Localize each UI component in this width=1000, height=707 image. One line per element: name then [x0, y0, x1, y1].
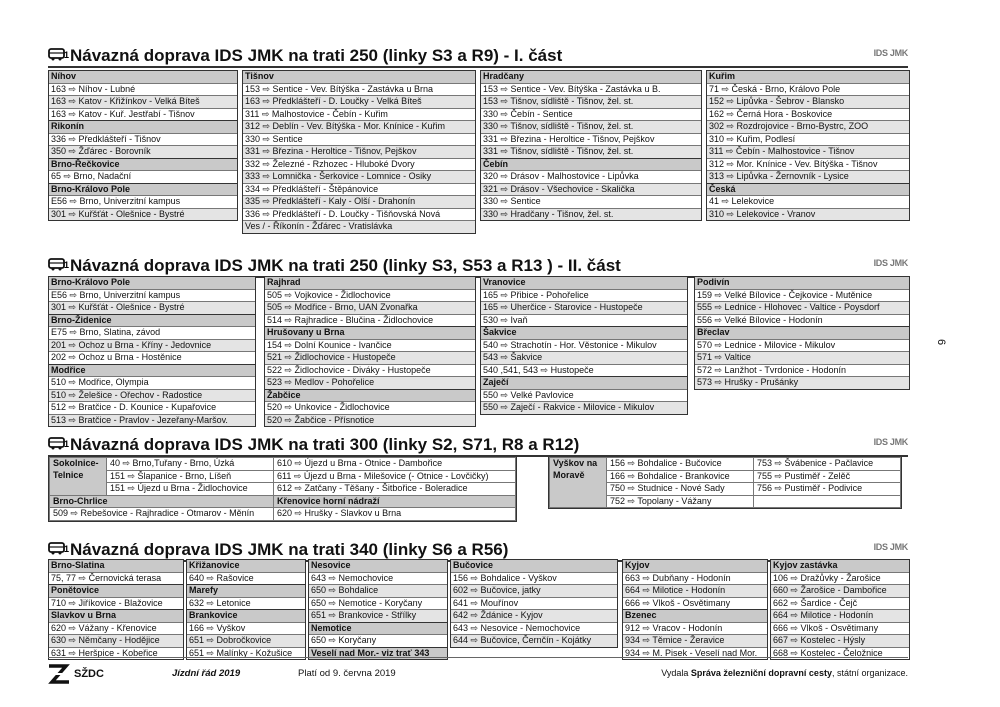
station-name: Křenovice horní nádraží [274, 495, 516, 508]
page-number: 6 [934, 338, 947, 346]
list-item: 163 ⇨ Předklášteří - D. Loučky - Velká Bíteš [243, 95, 475, 108]
list-item: 668 ⇨ Kostelec - Čeložnice [771, 647, 909, 660]
list-item: 651 ⇨ Brankovice - Střílky [309, 609, 447, 622]
station-name: Rikonín [49, 120, 237, 133]
list-item: 631 ⇨ Heršpice - Kobeřice [49, 647, 183, 660]
list-item: 620 ⇨ Vážany - Křenovice [49, 622, 183, 635]
list-item: 335 ⇨ Předklášteří - Kaly - Olší - Drahonín [243, 195, 475, 208]
list-item: 301 ⇨ Kuřšťát - Olešnice - Bystré [49, 208, 237, 221]
list-item: 664 ⇨ Milotice - Hodonín [623, 584, 767, 597]
station-name: Brno-Slatina [49, 560, 183, 572]
footer-divider [48, 657, 908, 658]
list-item: 555 ⇨ Lednice - Hlohovec - Valtice - Poysdorf [695, 301, 909, 314]
station-name: Kyjov [623, 560, 767, 572]
section-title: 1 Návazná doprava IDS JMK na trati 250 (linky S3 a R9) - I. část [48, 46, 562, 66]
list-item: 550 ⇨ Velké Pavlovice [481, 389, 687, 402]
list-item: 330 ⇨ Sentice [481, 195, 701, 208]
list-item: 643 ⇨ Nemochovice [309, 572, 447, 585]
column [622, 559, 768, 660]
timetable-label: Jízdní řád 2019 [172, 668, 241, 679]
station-name: Slavkov u Brna [49, 609, 183, 622]
list-item: 640 ⇨ Rašovice [187, 572, 305, 585]
column [308, 559, 448, 660]
bus-icon [48, 46, 68, 66]
list-item: 641 ⇨ Mouřínov [451, 597, 617, 610]
list-item: 336 ⇨ Předklášteří - D. Loučky - Tišňovská Nová [243, 208, 475, 221]
list-item: 320 ⇨ Drásov - Malhostovice - Lipůvka [481, 170, 701, 183]
station-name: Brno-Královo Pole [49, 183, 237, 196]
list-item: 312 ⇨ Mor. Knínice - Vev. Bítýška - Tišnov [707, 158, 909, 171]
station-name: Kyjov zastávka [771, 560, 909, 572]
list-item: 330 ⇨ Sentice [243, 133, 475, 146]
list-item: E56 ⇨ Brno, Univerzitní kampus [49, 289, 255, 302]
list-item: 65 ⇨ Brno, Nadační [49, 170, 237, 183]
list-item: 571 ⇨ Valtice [695, 351, 909, 364]
section-title: 1 Návazná doprava IDS JMK na trati 300 (linky S2, S71, R8 a R12) [48, 435, 579, 455]
list-item: 520 ⇨ Unkovice - Židlochovice [265, 401, 475, 414]
station-name: Marefy [187, 584, 305, 597]
list-item: 71 ⇨ Česká - Brno, Královo Pole [707, 83, 909, 96]
szdc-logo [48, 664, 104, 684]
list-item: 75, 77 ⇨ Černovická terasa [49, 572, 183, 585]
ids-jmk-logo: IDS JMK [873, 48, 908, 58]
list-item: 201 ⇨ Ochoz u Brna - Kříny - Jedovnice [49, 339, 255, 352]
station-name: Ponětovice [49, 584, 183, 597]
column [48, 559, 184, 660]
list-item: 667 ⇨ Kostelec - Hýsly [771, 634, 909, 647]
list-item: 620 ⇨ Hrušky - Slavkov u Brna [274, 508, 516, 521]
list-item: 334 ⇨ Předklášteří - Štěpánovice [243, 183, 475, 196]
list-item: 310 ⇨ Lelekovice - Vranov [707, 208, 909, 221]
list-item: 333 ⇨ Lomnička - Šerkovice - Lomnice - Osiky [243, 170, 475, 183]
station-name: Sokolnice-Telnice [50, 458, 107, 496]
list-item: 666 ⇨ Vlkoš - Osvětimany [623, 597, 767, 610]
list-item: 166 ⇨ Bohdalice - Brankovice [607, 470, 754, 483]
list-item: 301 ⇨ Kuřšťát - Olešnice - Bystré [49, 301, 255, 314]
list-item: 313 ⇨ Lipůvka - Žernovník - Lysice [707, 170, 909, 183]
list-item: 330 ⇨ Tišnov, sídliště - Tišnov, žel. st. [481, 120, 701, 133]
list-item: 331 ⇨ Tišnov, sídliště - Tišnov, žel. st. [481, 145, 701, 158]
list-item: 520 ⇨ Žabčice - Přísnotice [265, 414, 475, 427]
section-trat-300 [48, 435, 908, 520]
list-item: 632 ⇨ Letonice [187, 597, 305, 610]
list-item: 106 ⇨ Dražůvky - Žarošice [771, 572, 909, 585]
list-item: 510 ⇨ Modřice, Olympia [49, 376, 255, 389]
list-item: 750 ⇨ Studnice - Nové Sady [607, 483, 754, 496]
list-item: 662 ⇨ Šardice - Čejč [771, 597, 909, 610]
szdc-logo-icon [48, 664, 70, 684]
list-item: 159 ⇨ Velké Bílovice - Čejkovice - Mutěnice [695, 289, 909, 302]
list-item: 331 ⇨ Březina - Heroltice - Tišnov, Pejškov [481, 133, 701, 146]
list-item: 336 ⇨ Předklášteří - Tišnov [49, 133, 237, 146]
station-name: Vyškov na Moravě [550, 458, 607, 508]
section-trat-250-ii [48, 256, 908, 425]
list-item: 666 ⇨ Vlkoš - Osvětimany [771, 622, 909, 635]
list-item: 512 ⇨ Bratčice - D. Kounice - Kupařovice [49, 401, 255, 414]
list-item: 643 ⇨ Nesovice - Nemochovice [451, 622, 617, 635]
station-name: Břeclav [695, 326, 909, 339]
list-item: 154 ⇨ Dolní Kounice - Ivančice [265, 339, 475, 352]
list-item: 934 ⇨ Těmice - Žeravice [623, 634, 767, 647]
list-item: 153 ⇨ Sentice - Vev. Bítýška - Zastávka u B. [481, 83, 701, 96]
list-item: 610 ⇨ Újezd u Brna - Otnice - Dambořice [274, 458, 516, 471]
list-item: 642 ⇨ Ždánice - Kyjov [451, 609, 617, 622]
station-name: Hradčany [481, 71, 701, 83]
column [480, 70, 702, 221]
brand-name: SŽDC [74, 668, 104, 680]
list-item: 550 ⇨ Zaječí - Rakvice - Milovice - Mikulov [481, 401, 687, 414]
list-item: 156 ⇨ Bohdalice - Vyškov [451, 572, 617, 585]
list-item: 650 ⇨ Koryčany [309, 634, 447, 647]
list-item: 151 ⇨ Šlapanice - Brno, Líšeň [107, 470, 274, 483]
list-item: 505 ⇨ Modřice - Brno, UAN Zvonařka [265, 301, 475, 314]
empty-cell [754, 495, 901, 508]
list-item: 570 ⇨ Lednice - Milovice - Mikulov [695, 339, 909, 352]
station-name: Zaječí [481, 376, 687, 389]
list-item: 755 ⇨ Pustiměř - Zelěč [754, 470, 901, 483]
list-item: 163 ⇨ Katov - Kuř. Jestřabí - Tišnov [49, 108, 237, 121]
list-item: 331 ⇨ Březina - Heroltice - Tišnov, Pejškov [243, 145, 475, 158]
ids-jmk-logo: IDS JMK [873, 542, 908, 552]
svg-text:1: 1 [64, 50, 70, 60]
footer [48, 664, 908, 686]
list-item: 663 ⇨ Dubňany - Hodonín [623, 572, 767, 585]
station-name: Brankovice [187, 609, 305, 622]
section-title: 1 Návazná doprava IDS JMK na trati 250 (linky S3, S53 a R13 ) - II. část [48, 256, 621, 276]
column [48, 276, 256, 427]
station-name: Křižanovice [187, 560, 305, 572]
list-item: 753 ⇨ Švábenice - Pačlavice [754, 458, 901, 471]
list-item: 756 ⇨ Pustiměř - Podivice [754, 483, 901, 496]
list-item: 332 ⇨ Železné - Rzhozec - Hluboké Dvory [243, 158, 475, 171]
issuer: Vydala Správa železniční dopravní cesty, státní organizace. [661, 668, 908, 678]
list-item: 912 ⇨ Vracov - Hodonín [623, 622, 767, 635]
list-item: 165 ⇨ Přibice - Pohořelice [481, 289, 687, 302]
station-name: Čebín [481, 158, 701, 171]
list-item: 509 ⇨ Rebešovice - Rajhradice - Otmarov - Měnín [50, 508, 274, 521]
list-item: 540 ,541, 543 ⇨ Hustopeče [481, 364, 687, 377]
station-name: Brno-Chrlice [50, 495, 274, 508]
column [450, 559, 618, 648]
column [264, 276, 476, 427]
svg-text:1: 1 [64, 260, 70, 270]
list-item: 166 ⇨ Vyškov [187, 622, 305, 635]
list-item: 530 ⇨ Ivaň [481, 314, 687, 327]
bus-icon [48, 256, 68, 276]
list-item: 156 ⇨ Bohdalice - Bučovice [607, 458, 754, 471]
list-item: 650 ⇨ Nemotice - Koryčany [309, 597, 447, 610]
section-trat-250-i [48, 46, 908, 236]
list-item: 505 ⇨ Vojkovice - Židlochovice [265, 289, 475, 302]
list-item: 311 ⇨ Malhostovice - Čebín - Kuřim [243, 108, 475, 121]
ids-jmk-logo: IDS JMK [873, 437, 908, 447]
column [706, 70, 910, 221]
station-name: Brno-Židenice [49, 314, 255, 327]
list-item: 514 ⇨ Rajhradice - Blučina - Židlochovice [265, 314, 475, 327]
svg-text:1: 1 [64, 544, 70, 554]
list-item: 330 ⇨ Čebín - Sentice [481, 108, 701, 121]
list-item: 152 ⇨ Lipůvka - Šebrov - Blansko [707, 95, 909, 108]
list-item: 664 ⇨ Milotice - Hodonín [771, 609, 909, 622]
list-item: 540 ⇨ Strachotín - Hor. Věstonice - Mikulov [481, 339, 687, 352]
list-item: 572 ⇨ Lanžhot - Tvrdonice - Hodonín [695, 364, 909, 377]
column [480, 276, 688, 415]
station-name: Tišnov [243, 71, 475, 83]
list-item: 513 ⇨ Bratčice - Pravlov - Jezeřany-Maršov. [49, 414, 255, 427]
list-item: 40 ⇨ Brno,Tuřany - Brno, Úzká [107, 458, 274, 471]
list-item: 650 ⇨ Bohdalice [309, 584, 447, 597]
station-name: Nemotice [309, 622, 447, 635]
list-item: 162 ⇨ Černá Hora - Boskovice [707, 108, 909, 121]
list-item: 302 ⇨ Rozdrojovice - Brno-Bystrc, ZOO [707, 120, 909, 133]
list-item: 312 ⇨ Deblín - Vev. Bítýška - Mor. Knínice - Kuřim [243, 120, 475, 133]
station-name: Bzenec [623, 609, 767, 622]
list-item: E75 ⇨ Brno, Slatina, závod [49, 326, 255, 339]
list-item: 611 ⇨ Újezd u Brna - Milešovice (- Otnice - Lovčičky) [274, 470, 516, 483]
list-item: 752 ⇨ Topolany - Vážany [607, 495, 754, 508]
table-sokolnice [48, 456, 517, 522]
list-item: 556 ⇨ Velké Bílovice - Hodonín [695, 314, 909, 327]
list-item: 153 ⇨ Tišnov, sídliště - Tišnov, žel. st. [481, 95, 701, 108]
station-name: Bučovice [451, 560, 617, 572]
list-item: 311 ⇨ Čebín - Malhostovice - Tišnov [707, 145, 909, 158]
list-item: 163 ⇨ Katov - Křižínkov - Velká Bíteš [49, 95, 237, 108]
section-trat-340 [48, 540, 908, 658]
station-name: Vranovice [481, 277, 687, 289]
list-item: 202 ⇨ Ochoz u Brna - Hostěnice [49, 351, 255, 364]
column [242, 70, 476, 234]
station-name: Šakvice [481, 326, 687, 339]
list-item: 350 ⇨ Žďárec - Borovník [49, 145, 237, 158]
bus-icon [48, 435, 68, 455]
list-item: 151 ⇨ Újezd u Brna - Židlochovice [107, 483, 274, 496]
svg-text:1: 1 [64, 439, 70, 449]
section-title: 1 Návazná doprava IDS JMK na trati 340 (linky S6 a R56) [48, 540, 508, 560]
station-name: Česká [707, 183, 909, 196]
list-item: 523 ⇨ Medlov - Pohořelice [265, 376, 475, 389]
list-item: 310 ⇨ Kuřim, Podlesí [707, 133, 909, 146]
list-item: 521 ⇨ Židlochovice - Hustopeče [265, 351, 475, 364]
list-item: 651 ⇨ Dobročkovice [187, 634, 305, 647]
list-item: 630 ⇨ Němčany - Hodějice [49, 634, 183, 647]
column [770, 559, 910, 660]
list-item: 165 ⇨ Uherčice - Starovice - Hustopeče [481, 301, 687, 314]
column [48, 70, 238, 221]
bus-icon [48, 540, 68, 560]
valid-from: Platí od 9. června 2019 [298, 668, 396, 679]
station-name: Brno-Řečkovice [49, 158, 237, 171]
list-item: 612 ⇨ Zatčany - Těšany - Šitbořice - Boleradice [274, 483, 516, 496]
list-item: 710 ⇨ Jiříkovice - Blažovice [49, 597, 183, 610]
station-name: Rajhrad [265, 277, 475, 289]
list-item: Ves / - Říkonín - Žďárec - Vratislávka [243, 220, 475, 233]
list-item: 651 ⇨ Malínky - Kožušice [187, 647, 305, 660]
list-item: 321 ⇨ Drásov - Všechovice - Skalička [481, 183, 701, 196]
column [186, 559, 306, 660]
list-item: 163 ⇨ Níhov - Lubné [49, 83, 237, 96]
list-item: 573 ⇨ Hrušky - Prušánky [695, 376, 909, 389]
list-item: 510 ⇨ Želešice - Ořechov - Radostice [49, 389, 255, 402]
station-name: Veselí nad Mor.- viz trať 343 [309, 647, 447, 660]
list-item: 660 ⇨ Žarošice - Dambořice [771, 584, 909, 597]
list-item: 41 ⇨ Lelekovice [707, 195, 909, 208]
column [694, 276, 910, 390]
list-item: 153 ⇨ Sentice - Vev. Bítýška - Zastávka u Brna [243, 83, 475, 96]
station-name: Nesovice [309, 560, 447, 572]
table-vyskov [548, 456, 902, 509]
list-item: 522 ⇨ Židlochovice - Diváky - Hustopeče [265, 364, 475, 377]
station-name: Kuřim [707, 71, 909, 83]
list-item: E56 ⇨ Brno, Univerzitní kampus [49, 195, 237, 208]
list-item: 543 ⇨ Šakvice [481, 351, 687, 364]
list-item: 602 ⇨ Bučovice, jatky [451, 584, 617, 597]
ids-jmk-logo: IDS JMK [873, 258, 908, 268]
list-item: 934 ⇨ M. Pisek - Veselí nad Mor. [623, 647, 767, 660]
station-name: Níhov [49, 71, 237, 83]
station-name: Modřice [49, 364, 255, 377]
station-name: Hrušovany u Brna [265, 326, 475, 339]
list-item: 330 ⇨ Hradčany - Tišnov, žel. st. [481, 208, 701, 221]
station-name: Brno-Královo Pole [49, 277, 255, 289]
list-item: 644 ⇨ Bučovice, Černčín - Kojátky [451, 634, 617, 647]
station-name: Podivín [695, 277, 909, 289]
divider [48, 66, 908, 68]
station-name: Žabčice [265, 389, 475, 402]
